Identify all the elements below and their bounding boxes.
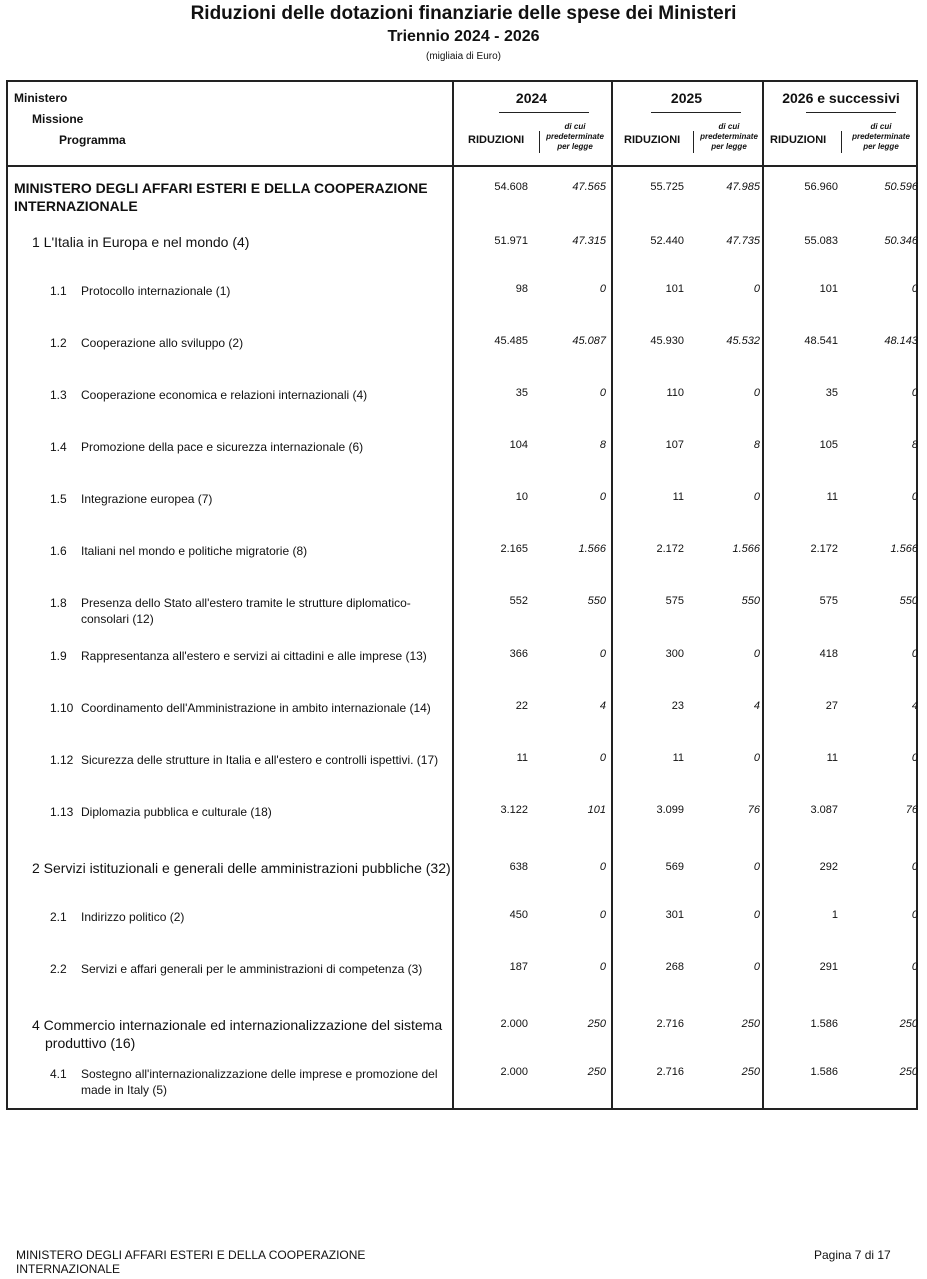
program-code: 1.13: [50, 805, 74, 819]
program-label: Diplomazia pubblica e culturale (18): [81, 805, 272, 819]
program-label: Coordinamento dell'Amministrazione in ambito internazionale (14): [81, 701, 431, 715]
predeterminate-value: 1.566: [732, 543, 760, 555]
riduzioni-value: 110: [666, 387, 684, 399]
predeterminate-value: 0: [911, 861, 918, 873]
riduzioni-value: 1.586: [810, 1018, 838, 1030]
program-code: 1.1: [50, 284, 67, 298]
predeterminate-value: 0: [753, 861, 760, 873]
predeterminate-value: 1.566: [578, 543, 606, 555]
predeterminate-value: 250: [741, 1018, 760, 1030]
riduzioni-value: 55.083: [804, 235, 838, 247]
predeterminate-value: 8: [911, 439, 918, 451]
predeterminate-value: 0: [599, 648, 606, 660]
predeterminate-value: 0: [599, 491, 606, 503]
predeterminate-value: 0: [753, 752, 760, 764]
year-header: 2024: [515, 90, 548, 106]
riduzioni-value: 575: [665, 595, 684, 607]
riduzioni-value: 105: [819, 439, 838, 451]
program-code: 1.8: [50, 596, 67, 610]
riduzioni-value: 48.541: [804, 335, 838, 347]
riduzioni-value: 35: [515, 387, 528, 399]
predeterminate-value: 8: [599, 439, 606, 451]
riduzioni-header: RIDUZIONI: [468, 134, 525, 146]
riduzioni-value: 2.000: [500, 1066, 528, 1078]
riduzioni-value: 45.930: [650, 335, 684, 347]
header-divider: [6, 165, 918, 167]
predeterminate-value: 250: [587, 1018, 606, 1030]
riduzioni-value: 55.725: [650, 181, 684, 193]
predeterminate-value: 47.735: [726, 235, 760, 247]
predeterminate-value: 0: [599, 283, 606, 295]
predeterminate-value: 0: [911, 491, 918, 503]
riduzioni-value: 11: [826, 491, 838, 503]
riduzioni-value: 35: [825, 387, 838, 399]
riduzioni-value: 10: [515, 491, 528, 503]
riduzioni-value: 54.608: [494, 181, 528, 193]
riduzioni-value: 3.099: [656, 804, 684, 816]
predeterminate-value: 4: [599, 700, 606, 712]
riduzioni-value: 301: [665, 909, 684, 921]
program-label: Italiani nel mondo e politiche migratorie (8): [81, 544, 308, 558]
predeterminate-value: 0: [599, 961, 606, 973]
predeterminate-value: 1.566: [890, 543, 918, 555]
predeterminate-value: 0: [911, 961, 918, 973]
predeterminate-value: 45.087: [572, 335, 606, 347]
predeterminate-value: 250: [899, 1066, 918, 1078]
riduzioni-header: RIDUZIONI: [770, 134, 827, 146]
predeterminate-value: 0: [599, 861, 606, 873]
predeterminate-value: 50.596: [884, 181, 918, 193]
predeterminate-value: 550: [899, 595, 918, 607]
riduzioni-value: 2.165: [500, 543, 528, 555]
program-label: Integrazione europea (7): [81, 492, 213, 506]
predeterminate-value: 550: [741, 595, 760, 607]
mission-label: 1 L'Italia in Europa e nel mondo (4): [32, 234, 250, 250]
riduzioni-value: 292: [819, 861, 838, 873]
riduzioni-value: 22: [515, 700, 528, 712]
predeterminate-value: 250: [587, 1066, 606, 1078]
di-cui-header: di cui predeterminate per legge: [546, 122, 604, 151]
col-programma: Programma: [59, 133, 126, 147]
predeterminate-value: 4: [753, 700, 760, 712]
predeterminate-value: 0: [599, 387, 606, 399]
riduzioni-value: 575: [819, 595, 838, 607]
predeterminate-value: 0: [753, 961, 760, 973]
riduzioni-value: 101: [819, 283, 838, 295]
predeterminate-value: 4: [911, 700, 918, 712]
riduzioni-value: 552: [509, 595, 528, 607]
program-label: Cooperazione allo sviluppo (2): [81, 336, 244, 350]
col-ministero: Ministero: [14, 91, 68, 105]
program-code: 2.2: [50, 962, 67, 976]
predeterminate-value: 76: [905, 804, 918, 816]
riduzioni-value: 11: [672, 491, 684, 503]
riduzioni-value: 45.485: [494, 335, 528, 347]
mission-label: 4 Commercio internazionale ed internazionalizzazione del sistema produttivo (16): [32, 1017, 443, 1051]
predeterminate-value: 250: [899, 1018, 918, 1030]
riduzioni-value: 11: [516, 752, 528, 764]
riduzioni-value: 98: [515, 283, 528, 295]
predeterminate-value: 8: [753, 439, 760, 451]
riduzioni-value: 11: [672, 752, 684, 764]
predeterminate-value: 0: [911, 648, 918, 660]
riduzioni-value: 2.716: [656, 1066, 684, 1078]
riduzioni-value: 569: [665, 861, 684, 873]
subheader-separator: [841, 131, 842, 153]
predeterminate-value: 45.532: [726, 335, 760, 347]
predeterminate-value: 0: [911, 909, 918, 921]
program-label: Sostegno all'internazionalizzazione delle imprese e promozione del made in Italy (5): [81, 1067, 438, 1097]
riduzioni-value: 2.172: [810, 543, 838, 555]
predeterminate-value: 50.346: [884, 235, 918, 247]
riduzioni-value: 56.960: [804, 181, 838, 193]
predeterminate-value: 0: [599, 909, 606, 921]
program-code: 1.3: [50, 388, 67, 402]
riduzioni-value: 2.000: [500, 1018, 528, 1030]
program-code: 2.1: [50, 910, 67, 924]
ministry-label: MINISTERO DEGLI AFFARI ESTERI E DELLA COOPERAZIONE INTERNAZIONALE: [14, 180, 428, 214]
di-cui-header: di cui predeterminate per legge: [852, 122, 910, 151]
riduzioni-value: 51.971: [494, 235, 528, 247]
year-underline: [499, 112, 589, 113]
riduzioni-value: 3.122: [500, 804, 528, 816]
unit-note: (migliaia di Euro): [425, 51, 502, 62]
subheader-separator: [693, 131, 694, 153]
predeterminate-value: 0: [911, 283, 918, 295]
program-label: Protocollo internazionale (1): [81, 284, 231, 298]
year-underline: [806, 112, 896, 113]
page-title: Riduzioni delle dotazioni finanziarie delle spese dei Ministeri: [190, 3, 737, 24]
program-code: 1.4: [50, 440, 67, 454]
year-header: 2026 e successivi: [782, 90, 900, 106]
program-label: Rappresentanza all'estero e servizi ai cittadini e alle imprese (13): [81, 649, 427, 663]
predeterminate-value: 0: [753, 909, 760, 921]
riduzioni-value: 2.716: [656, 1018, 684, 1030]
program-code: 1.6: [50, 544, 67, 558]
program-code: 1.9: [50, 649, 67, 663]
subheader-separator: [539, 131, 540, 153]
riduzioni-value: 1: [831, 909, 838, 921]
page-subtitle: Triennio 2024 - 2026: [387, 28, 540, 45]
riduzioni-value: 268: [665, 961, 684, 973]
year-underline: [651, 112, 741, 113]
riduzioni-value: 2.172: [656, 543, 684, 555]
riduzioni-value: 300: [665, 648, 684, 660]
di-cui-header: di cui predeterminate per legge: [700, 122, 758, 151]
riduzioni-value: 107: [665, 439, 684, 451]
predeterminate-value: 76: [747, 804, 760, 816]
program-label: Promozione della pace e sicurezza internazionale (6): [81, 440, 364, 454]
predeterminate-value: 550: [587, 595, 606, 607]
predeterminate-value: 0: [753, 387, 760, 399]
riduzioni-value: 1.586: [810, 1066, 838, 1078]
predeterminate-value: 101: [587, 804, 606, 816]
program-label: Servizi e affari generali per le amministrazioni di competenza (3): [81, 962, 423, 976]
program-label: Presenza dello Stato all'estero tramite le strutture diplomatico-consolari (12): [81, 596, 411, 626]
program-code: 4.1: [50, 1067, 67, 1081]
riduzioni-value: 638: [509, 861, 528, 873]
predeterminate-value: 0: [911, 752, 918, 764]
riduzioni-value: 104: [509, 439, 528, 451]
program-code: 1.12: [50, 753, 74, 767]
riduzioni-value: 52.440: [650, 235, 684, 247]
riduzioni-value: 418: [819, 648, 838, 660]
predeterminate-value: 0: [599, 752, 606, 764]
riduzioni-value: 187: [509, 961, 528, 973]
program-label: Indirizzo politico (2): [81, 910, 185, 924]
program-code: 1.2: [50, 336, 67, 350]
predeterminate-value: 47.315: [572, 235, 606, 247]
riduzioni-value: 11: [826, 752, 838, 764]
predeterminate-value: 0: [911, 387, 918, 399]
program-code: 1.5: [50, 492, 67, 506]
riduzioni-header: RIDUZIONI: [624, 134, 681, 146]
year-header: 2025: [670, 90, 703, 106]
riduzioni-value: 27: [825, 700, 838, 712]
riduzioni-value: 3.087: [810, 804, 838, 816]
predeterminate-value: 0: [753, 648, 760, 660]
program-code: 1.10: [50, 701, 74, 715]
riduzioni-value: 101: [665, 283, 684, 295]
col-missione: Missione: [32, 112, 84, 126]
mission-label: 2 Servizi istituzionali e generali delle amministrazioni pubbliche (32): [32, 860, 451, 876]
footer-ministry: MINISTERO DEGLI AFFARI ESTERI E DELLA COOPERAZIONE INTERNAZIONALE: [16, 1248, 366, 1276]
predeterminate-value: 250: [741, 1066, 760, 1078]
predeterminate-value: 48.143: [884, 335, 918, 347]
footer-page-number: Pagina 7 di 17: [814, 1248, 891, 1262]
predeterminate-value: 47.985: [726, 181, 760, 193]
riduzioni-value: 291: [819, 961, 838, 973]
program-label: Cooperazione economica e relazioni internazionali (4): [81, 388, 368, 402]
predeterminate-value: 47.565: [572, 181, 606, 193]
riduzioni-value: 23: [671, 700, 684, 712]
predeterminate-value: 0: [753, 283, 760, 295]
riduzioni-value: 450: [509, 909, 528, 921]
riduzioni-value: 366: [509, 648, 528, 660]
predeterminate-value: 0: [753, 491, 760, 503]
program-label: Sicurezza delle strutture in Italia e all'estero e controlli ispettivi. (17): [81, 753, 439, 767]
